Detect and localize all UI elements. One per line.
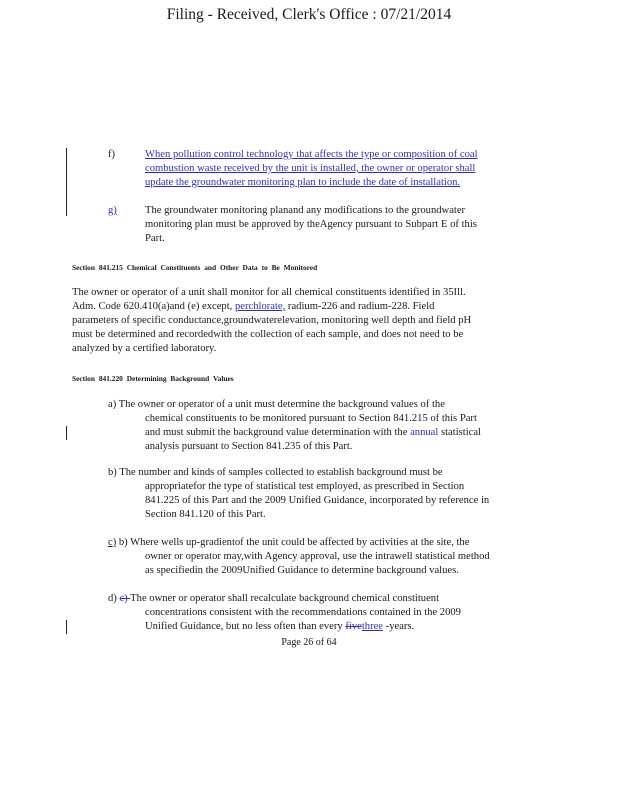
item-a-text: and must submit the background value determination with the bbox=[145, 427, 411, 438]
item-g-line: The groundwater monitoring planand any modifications to the groundwater bbox=[145, 205, 466, 216]
item-a-line bbox=[108, 426, 481, 440]
item-c-line: as specifiedin the 2009Unified Guidance to determine background values. bbox=[145, 565, 459, 576]
section-215-text: Adm. Code 620.410(a)and (e) except, bbox=[72, 301, 235, 312]
deleted-marker: c) bbox=[119, 593, 131, 604]
item-a-line: a) The owner or operator of a unit must determine the background values of the bbox=[108, 399, 445, 410]
inserted-marker: c) bbox=[108, 537, 117, 548]
item-d-text: The owner or operator shall recalculate background chemical constituent bbox=[130, 593, 440, 604]
section-215-line: parameters of specific conductance,groundwaterelevation, monitoring well depth and field pH bbox=[72, 315, 472, 326]
item-c bbox=[108, 536, 490, 578]
item-d-line bbox=[108, 592, 461, 606]
change-bar-f bbox=[66, 148, 67, 216]
item-g-text bbox=[145, 204, 477, 246]
item-a-line: chemical constituents to be monitored pursuant to Section 841.215 of this Part bbox=[145, 413, 477, 424]
section-heading-841-220: Section 841.220 Determining Background Values bbox=[72, 374, 234, 383]
item-d-line bbox=[108, 620, 461, 634]
item-a-text: statistical bbox=[438, 427, 482, 438]
section-215-line: The owner or operator of a unit shall monitor for all chemical constituents identified in 35Ill. bbox=[72, 287, 466, 298]
inserted-text: annual bbox=[410, 427, 439, 438]
item-g-line: monitoring plan must be approved by theAgency pursuant to Subpart E of this bbox=[145, 219, 477, 230]
item-c-line bbox=[108, 536, 490, 550]
section-215-line: analyzed by a certified laboratory. bbox=[72, 343, 217, 354]
item-f-line: update the groundwater monitoring plan to include the date of installation. bbox=[145, 177, 461, 188]
item-b-line: Section 841.120 of this Part. bbox=[145, 509, 266, 520]
item-c-text: b) Where wells up-gradientof the unit could be affected by activities at the site, the bbox=[116, 537, 470, 548]
section-215-line: must be determined and recordedwith the collection of each sample, and does not need to be bbox=[72, 329, 464, 340]
item-a bbox=[108, 398, 481, 454]
item-f-line: combustion waste received by the unit is installed, the owner or operator shall bbox=[145, 163, 476, 174]
item-d-marker: d) bbox=[108, 593, 120, 604]
item-b-line: appropriatefor the type of statistical test employed, as prescribed in Section bbox=[145, 481, 465, 492]
inserted-text: perchlorate, bbox=[234, 301, 286, 312]
filing-header: Filing - Received, Clerk's Office : 07/21/2014 bbox=[166, 6, 452, 23]
section-heading-841-215: Section 841.215 Chemical Constituents and Other Data to Be Monitored bbox=[72, 263, 318, 272]
item-b bbox=[108, 466, 489, 522]
item-d-text: Unified Guidance, but no less often than every bbox=[145, 621, 346, 632]
deleted-text: five bbox=[345, 621, 362, 632]
item-f-line: When pollution control technology that affects the type or composition of coal bbox=[145, 149, 478, 160]
section-215-text: radium-226 and radium-228. Field bbox=[285, 301, 435, 312]
page-number: Page 26 of 64 bbox=[281, 637, 337, 648]
item-g-marker: g) bbox=[108, 205, 117, 216]
item-d bbox=[108, 592, 461, 634]
item-a-line: analysis pursuant to Section 841.235 of this Part. bbox=[145, 441, 353, 452]
item-g-line: Part. bbox=[145, 233, 165, 244]
change-bar-a bbox=[66, 426, 67, 440]
change-bar-d bbox=[66, 620, 67, 634]
item-d-line: concentrations consistent with the recommendations contained in the 2009 bbox=[145, 607, 461, 618]
section-215-body bbox=[72, 286, 471, 356]
item-f-marker: f) bbox=[108, 149, 116, 160]
inserted-text: three bbox=[361, 621, 384, 632]
item-c-line: owner or operator may,with Agency approval, use the intrawell statistical method bbox=[145, 551, 490, 562]
section-215-line bbox=[72, 300, 471, 314]
item-f-text bbox=[145, 148, 478, 190]
item-b-line: 841.225 of this Part and the 2009 Unified Guidance, incorporated by reference in bbox=[145, 495, 490, 506]
item-d-text: -years. bbox=[383, 621, 415, 632]
item-b-line: b) The number and kinds of samples collected to establish background must be bbox=[108, 467, 443, 478]
